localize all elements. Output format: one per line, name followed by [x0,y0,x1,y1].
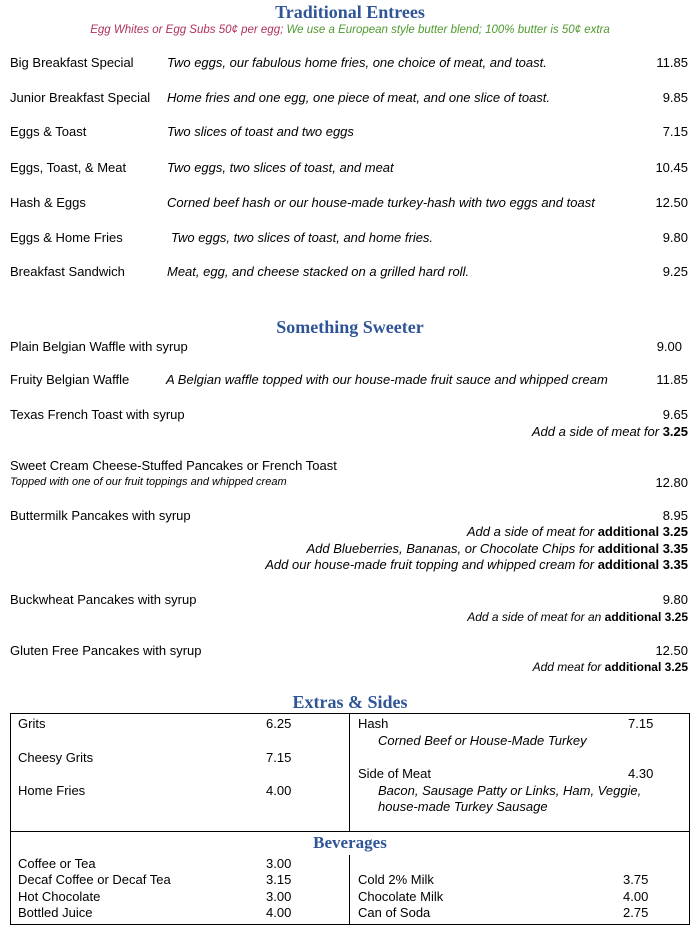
extra-description: Corned Beef or House-Made Turkey [378,733,587,748]
item-name: Big Breakfast Special [10,55,134,70]
extra-price: 6.25 [266,716,292,731]
beverage-name: Cold 2% Milk [358,872,434,887]
add-on-text: Add a side of meat for an [467,610,605,624]
add-on-text: Add Blueberries, Bananas, or Chocolate Chips for [306,541,598,556]
item-name: Gluten Free Pancakes with syrup [10,643,202,658]
egg-sub-note: Egg Whites or Egg Subs 50¢ per egg; [90,24,287,36]
item-price: 10.45 [655,160,688,175]
item-price: 12.50 [655,195,688,210]
item-description: Two eggs, two slices of toast, and meat [167,160,394,175]
item-name: Texas French Toast with syrup [10,407,185,422]
item-description: Two slices of toast and two eggs [167,124,354,139]
add-on-note [533,660,688,674]
item-name: Sweet Cream Cheese-Stuffed Pancakes or French Toast [10,458,337,473]
extras-sides-heading: Extras & Sides [292,692,408,712]
beverage-price: 3.00 [266,856,292,871]
add-on-note [467,524,688,539]
beverage-name: Decaf Coffee or Decaf Tea [18,872,171,887]
item-name: Eggs & Home Fries [10,230,123,245]
beverage-name: Can of Soda [358,905,431,920]
beverages-heading: Beverages [313,833,387,852]
add-on-text: Add our house-made fruit topping and whipped cream for [265,557,598,572]
item-description: Meat, egg, and cheese stacked on a grilled hard roll. [167,264,470,279]
extra-name: Hash [358,716,389,731]
beverage-price: 2.75 [623,905,649,920]
beverage-name: Bottled Juice [18,905,93,920]
item-name: Eggs & Toast [10,124,87,139]
add-on-text: Add a side of meat for [531,424,663,439]
item-price: 9.25 [662,264,688,279]
traditional-entrees-heading: Traditional Entrees [275,2,425,22]
add-on-text: Add meat for [532,660,605,674]
extra-name: Cheesy Grits [18,750,94,765]
extra-price: 7.15 [266,750,292,765]
beverage-price: 3.75 [623,872,649,887]
add-on-text: Add a side of meat for [466,524,598,539]
item-price: 8.95 [662,508,688,523]
add-on-note [306,541,688,556]
beverage-price: 3.00 [266,889,292,904]
extras-beverages-table [10,713,690,925]
item-price: 11.85 [656,55,688,70]
item-price: 7.15 [662,124,688,139]
extra-name: Home Fries [18,783,86,798]
item-description: Topped with one of our fruit toppings and whipped cream [10,476,287,488]
butter-note: We use a European style butter blend; 100% butter is 50¢ extra [286,24,610,36]
item-name: Hash & Eggs [10,195,86,210]
item-price: 12.80 [655,475,688,490]
beverage-price: 4.00 [266,905,292,920]
extra-price: 7.15 [628,716,654,731]
add-on-price: additional 3.25 [597,524,688,539]
item-price: 9.85 [662,90,688,105]
add-on-price: additional 3.25 [604,660,688,674]
item-name: Junior Breakfast Special [10,90,151,105]
add-on-price: additional 3.25 [604,610,688,624]
add-on-price: 3.25 [662,424,688,439]
beverage-name: Coffee or Tea [18,856,96,871]
beverages-divider [10,831,690,832]
add-on-price: additional 3.35 [597,541,688,556]
item-name: Buckwheat Pancakes with syrup [10,592,197,607]
traditional-note [0,24,700,36]
item-price: 9.00 [656,339,682,354]
item-description: Two eggs, two slices of toast, and home fries. [171,230,434,245]
extras-column-divider [349,713,350,831]
beverage-price: 3.15 [266,872,292,887]
item-name: Plain Belgian Waffle with syrup [10,339,188,354]
beverage-price: 4.00 [623,889,649,904]
extra-name: Side of Meat [358,766,431,781]
extra-description: house-made Turkey Sausage [378,799,548,814]
item-name: Fruity Belgian Waffle [10,372,130,387]
item-description: Corned beef hash or our house-made turkey-hash with two eggs and toast [167,195,595,210]
item-description: Two eggs, our fabulous home fries, one choice of meat, and toast. [167,55,547,70]
item-description: A Belgian waffle topped with our house-made fruit sauce and whipped cream [166,372,608,387]
item-price: 9.80 [662,230,688,245]
beverage-name: Hot Chocolate [18,889,101,904]
extra-price: 4.00 [266,783,292,798]
item-price: 9.65 [662,407,688,422]
item-name: Buttermilk Pancakes with syrup [10,508,191,523]
extra-name: Grits [18,716,46,731]
add-on-note [532,424,688,439]
item-price: 11.85 [656,372,688,387]
item-name: Eggs, Toast, & Meat [10,160,127,175]
item-price: 9.80 [662,592,688,607]
beverages-column-divider [349,855,350,925]
something-sweeter-heading: Something Sweeter [276,317,424,337]
item-description: Home fries and one egg, one piece of meat, and one slice of toast. [167,90,551,105]
add-on-note [467,610,688,624]
add-on-note [265,557,688,572]
item-price: 12.50 [655,643,688,658]
beverage-name: Chocolate Milk [358,889,444,904]
add-on-price: additional 3.35 [597,557,688,572]
extra-description: Bacon, Sausage Patty or Links, Ham, Veggie, [378,783,642,798]
item-name: Breakfast Sandwich [10,264,125,279]
extra-price: 4.30 [628,766,654,781]
